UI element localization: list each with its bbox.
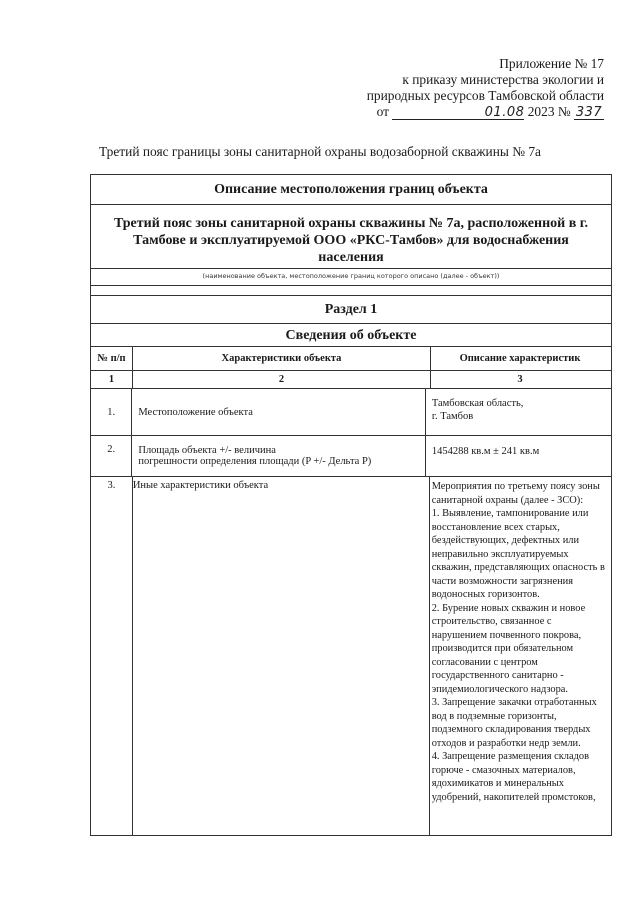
measures-intro: Мероприятия по третьему поясу зоны санитарной охраны (далее - ЗСО): [431, 481, 600, 506]
object-name-caption: (наименование объекта, местоположение границ которого описано (далее - объект)) [91, 268, 611, 286]
row-number: 3. [91, 477, 133, 835]
spacer-row [91, 286, 611, 296]
document-title: Третий пояс границы зоны санитарной охраны водозаборной скважины № 7а [99, 144, 541, 159]
table-row [91, 477, 611, 835]
order-number-field [574, 104, 604, 120]
area-label-line-1: Площадь объекта +/- величина [138, 445, 276, 456]
order-reference-line: к приказу министерства экологии и [402, 72, 604, 87]
order-date-handwritten: 01.08 [484, 105, 525, 120]
order-year-number-label: 2023 № [527, 104, 571, 119]
row-number: 1. [91, 389, 132, 435]
row-number: 2. [91, 436, 132, 476]
row-characteristic [132, 436, 425, 476]
appendix-number: Приложение № 17 [499, 56, 604, 71]
subsection-heading: Сведения об объекте [91, 324, 611, 347]
measure-item-3: 3. Запрещение закачки отработанных вод в подземные горизонты, подземного складирования твердых отходов и разработки недр земли. [431, 697, 597, 749]
area-label-line-2: погрешности определения площади (P +/- Дельта P) [138, 456, 372, 467]
location-region: Тамбовская область, [431, 398, 524, 409]
column-number-2: 2 [133, 371, 431, 388]
column-number-row [91, 371, 611, 389]
area-value: 1454288 кв.м ± 241 кв.м [431, 446, 540, 457]
order-number-handwritten: 337 [575, 105, 603, 120]
row-characteristic: Иные характеристики объекта [133, 477, 430, 835]
table-row [91, 436, 611, 477]
measure-item-4: 4. Запрещение размещения складов горюче - смазочных материалов, ядохимикатов и минеральных удобрений, накопителей промстоков, [431, 751, 596, 803]
column-header-number: № п/п [91, 347, 133, 370]
column-number-1: 1 [91, 371, 133, 388]
order-appendix-header [304, 56, 604, 120]
measure-item-2: 2. Бурение новых скважин и новое строительство, связанное с нарушением почвенного покрова, производится при обязательном согласовании с центром государственного санитарно - эпидемиологического надзора. [431, 602, 586, 695]
column-header-row [91, 347, 611, 371]
section-heading: Раздел 1 [91, 296, 611, 324]
object-name: Третий пояс зоны санитарной охраны скважины № 7а, расположенной в г. Тамбове и эксплуатируемой ООО «РКС-Тамбов» для водоснабжения населения [113, 216, 589, 265]
table-row [91, 389, 611, 436]
ministry-name-line: природных ресурсов Тамбовской области [366, 88, 604, 103]
measures-description [430, 477, 611, 835]
row-characteristic: Местоположение объекта [132, 389, 425, 435]
row-description [426, 389, 611, 435]
date-prefix: от [376, 104, 390, 119]
column-header-characteristics: Характеристики объекта [133, 347, 431, 370]
location-city: г. Тамбов [431, 411, 474, 422]
measure-item-1: 1. Выявление, тампонирование или восстановление всех старых, бездействующих, дефектных или неправильно эксплуатируемых скважин, представляющих опасность в части возможности загрязнения водоносных горизонтов. [431, 508, 605, 600]
order-date-field [392, 104, 524, 120]
object-description-table [90, 174, 612, 836]
column-number-3: 3 [517, 374, 523, 385]
table-title: Описание местоположения границ объекта [91, 175, 611, 205]
column-header-description: Описание характеристик [459, 353, 581, 364]
order-date-line [304, 104, 604, 120]
